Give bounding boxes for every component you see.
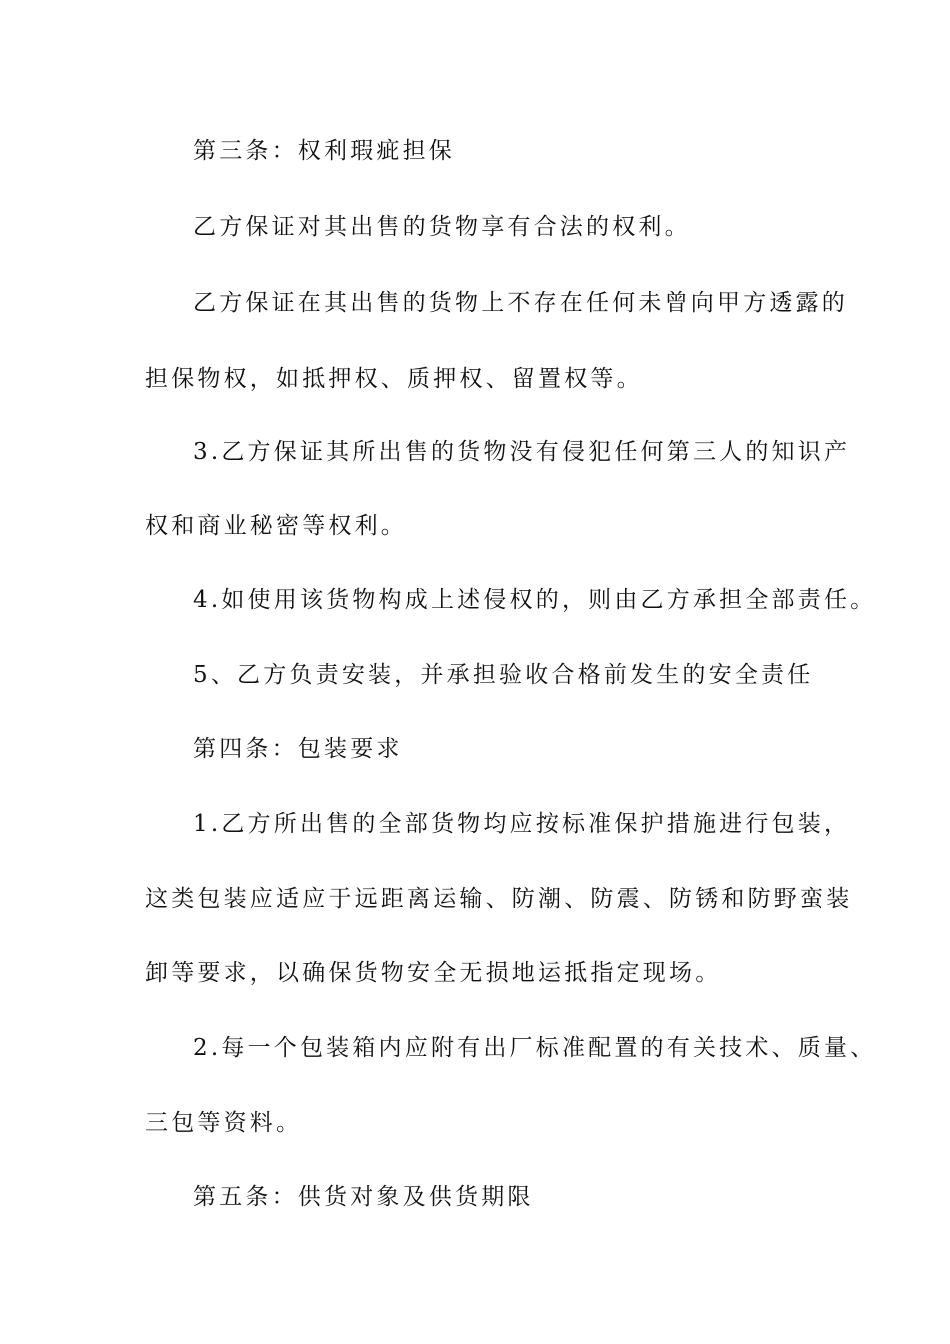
paragraph-line: 乙方保证在其出售的货物上不存在任何未曾向甲方透露的 bbox=[193, 290, 848, 316]
paragraph-line: 三包等资料。 bbox=[145, 1110, 303, 1136]
paragraph-line: 权和商业秘密等权利。 bbox=[145, 513, 407, 539]
article-4-heading: 第四条：包装要求 bbox=[193, 736, 403, 762]
article-5-heading: 第五条：供货对象及供货期限 bbox=[193, 1184, 534, 1210]
paragraph-line: 担保物权，如抵押权、质押权、留置权等。 bbox=[145, 366, 643, 392]
paragraph-line: 卸等要求，以确保货物安全无损地运抵指定现场。 bbox=[145, 960, 722, 986]
paragraph-line: 3.乙方保证其所出售的货物没有侵犯任何第三人的知识产 bbox=[193, 439, 851, 465]
paragraph-line: 4.如使用该货物构成上述侵权的，则由乙方承担全部责任。 bbox=[193, 587, 877, 613]
paragraph-line: 5、乙方负责安装，并承担验收合格前发生的安全责任 bbox=[193, 662, 814, 688]
paragraph-line: 乙方保证对其出售的货物享有合法的权利。 bbox=[193, 214, 691, 240]
paragraph-line: 2.每一个包装箱内应附有出厂标准配置的有关技术、质量、 bbox=[193, 1035, 877, 1061]
paragraph-line: 1.乙方所出售的全部货物均应按标准保护措施进行包装， bbox=[193, 811, 851, 837]
article-3-heading: 第三条：权利瑕疵担保 bbox=[193, 138, 455, 164]
paragraph-line: 这类包装应适应于远距离运输、防潮、防震、防锈和防野蛮装 bbox=[145, 886, 853, 912]
